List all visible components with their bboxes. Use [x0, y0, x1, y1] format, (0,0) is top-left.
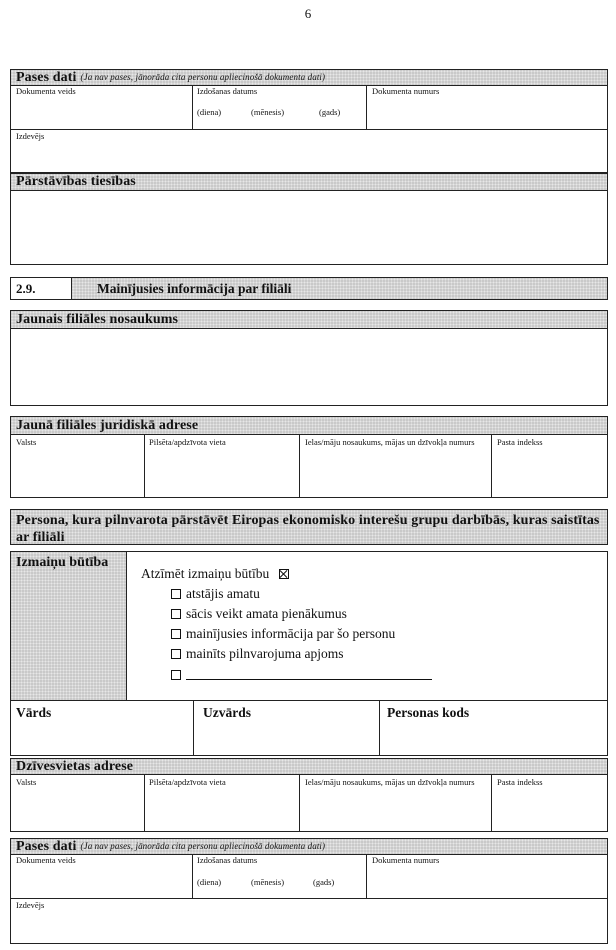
section-number: 2.9. [16, 281, 36, 296]
checkbox-icon[interactable] [171, 589, 181, 599]
month-label: (mēnesis) [251, 107, 285, 117]
passport2-note: (Ja nav pases, jānorāda cita personu apliecinošā dokumenta dati) [80, 841, 326, 851]
option-other[interactable] [171, 667, 432, 683]
residence-postcode-label: Pasta indekss [497, 777, 543, 787]
branch-address-title: Jaunā filiāles juridiskā adrese [16, 417, 199, 433]
option-label: sācis veikt amata pienākumus [186, 606, 347, 621]
residence-country-label: Valsts [16, 777, 37, 787]
person-header-text: Persona, kura pilnvarota pārstāvēt Eiropas ekonomisko interešu grupu darbībās, kuras saistītas ar filiāli [16, 513, 600, 545]
option-started-duties[interactable] [171, 606, 347, 622]
person-header [10, 509, 608, 545]
issuer2-row [10, 898, 608, 944]
residence-header [10, 758, 608, 775]
year-label: (gads) [319, 107, 341, 117]
checkbox-icon[interactable] [171, 609, 181, 619]
passport2-header [10, 838, 608, 855]
branch-city-label: Pilsēta/apdzīvota vieta [149, 437, 226, 447]
year-label: (gads) [313, 877, 335, 887]
change-box [10, 551, 608, 701]
branch-name-title: Jaunais filiāles nosaukums [16, 311, 179, 327]
mark-change-text: Atzīmēt izmaiņu būtību [141, 566, 270, 581]
representation-field[interactable] [10, 190, 608, 265]
page-number: 6 [304, 6, 312, 21]
representation-title: Pārstāvības tiesības [16, 174, 136, 189]
doc-number-label: Dokumenta numurs [372, 855, 440, 865]
doc-number-label: Dokumenta numurs [372, 86, 440, 96]
passport2-row [10, 854, 608, 899]
checkbox-icon[interactable] [171, 670, 181, 680]
doc-type-label: Dokumenta veids [16, 86, 76, 96]
change-label: Izmaiņu būtība [16, 555, 109, 570]
passport2-title: Pases dati [16, 838, 77, 854]
option-scope-changed[interactable] [171, 646, 343, 662]
first-name-label: Vārds [16, 705, 52, 720]
option-label: atstājis amatu [186, 586, 260, 601]
branch-postcode-label: Pasta indekss [497, 437, 543, 447]
branch-name-header [10, 310, 608, 329]
other-blank-line[interactable] [186, 669, 432, 680]
residence-row [10, 774, 608, 832]
residence-title: Dzīvesvietas adrese [16, 758, 134, 774]
passport-header [10, 69, 608, 86]
passport-row [10, 85, 608, 130]
month-label: (mēnesis) [251, 877, 285, 887]
option-label: mainīts pilnvarojuma apjoms [186, 646, 344, 661]
section-title: Mainījusies informācija par filiāli [97, 281, 292, 296]
issuer-label: Izdevējs [16, 900, 45, 910]
option-info-changed[interactable] [171, 626, 395, 642]
issuer-label: Izdevējs [16, 131, 45, 141]
option-label: mainījusies informācija par šo personu [186, 626, 396, 641]
representation-header [10, 173, 608, 191]
person-names-row [10, 700, 608, 756]
branch-name-field[interactable] [10, 328, 608, 406]
doc-type-label: Dokumenta veids [16, 855, 76, 865]
section-header [10, 277, 608, 300]
checked-box-icon [279, 569, 289, 579]
residence-street-label: Ielas/māju nosaukums, mājas un dzīvokļa numurs [305, 777, 475, 787]
checkbox-icon[interactable] [171, 649, 181, 659]
issue-date-label: Izdošanas datums [197, 86, 258, 96]
passport-note: (Ja nav pases, jānorāda cita personu apliecinošā dokumenta dati) [80, 72, 326, 82]
issue-date-label: Izdošanas datums [197, 855, 258, 865]
last-name-label: Uzvārds [203, 705, 251, 720]
branch-country-label: Valsts [16, 437, 37, 447]
day-label: (diena) [197, 877, 222, 887]
issuer-row [10, 129, 608, 173]
branch-street-label: Ielas/māju nosaukums, mājas un dzīvokļa numurs [305, 437, 475, 447]
checkbox-icon[interactable] [171, 629, 181, 639]
residence-city-label: Pilsēta/apdzīvota vieta [149, 777, 226, 787]
option-left-position[interactable] [171, 586, 260, 602]
passport-title: Pases dati [16, 69, 77, 85]
branch-address-header [10, 416, 608, 435]
day-label: (diena) [197, 107, 222, 117]
branch-address-row [10, 434, 608, 498]
personal-code-label: Personas kods [387, 705, 470, 720]
mark-change-line [141, 566, 294, 582]
